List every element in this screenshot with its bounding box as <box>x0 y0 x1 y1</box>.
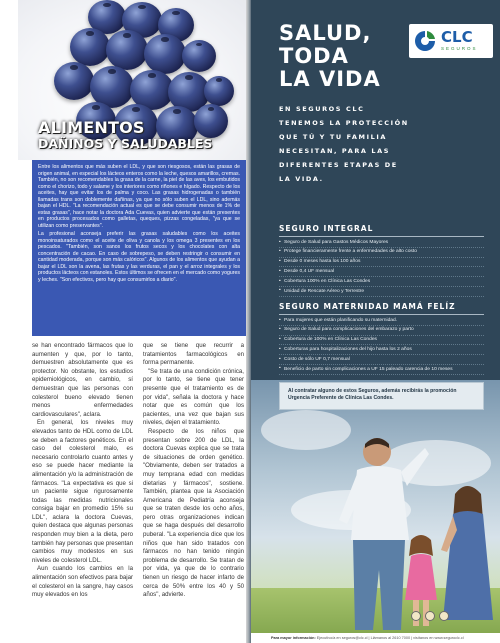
list-item: • Desde 0,4 UF mensual <box>279 267 484 277</box>
intro-line: EN SEGUROS CLC <box>279 105 365 113</box>
seal-icon <box>425 611 435 621</box>
intro-line: DIFERENTES ETAPAS DE <box>279 161 398 169</box>
list-item: • Seguro de Salud para Gastos Médicos Mayores <box>279 238 484 248</box>
logo-sub: SEGUROS <box>441 46 478 52</box>
list-item: • Cobertura 100% en Clínica Las Condes <box>279 277 484 287</box>
promo-note: Al contratar alguno de estos Seguros, además recibirás la promoción Urgencia Preferente de Clínica Las Condes. <box>279 382 484 410</box>
list-item: • Seguro de Salud para complicaciones del embarazo y parto <box>279 326 484 336</box>
list-item: • Cobertura de 100% en Clínica Las Condes <box>279 336 484 346</box>
logo-mark-icon <box>413 29 437 53</box>
logo-name: CLC <box>441 28 473 47</box>
column-1 <box>32 342 133 632</box>
article-title <box>38 120 228 160</box>
intro-line: TENEMOS LA PROTECCIÓN <box>279 119 409 127</box>
section-title-integral: SEGURO INTEGRAL <box>279 224 484 237</box>
list-item: • Costo de sólo UF 0,7 mensual <box>279 355 484 365</box>
title-line-1: ALIMENTOS <box>38 118 145 137</box>
box-paragraph: La profesional aconseja preferir las grasas saludables como los aceites monoinsaturados como el aceite de oliva y canola y los omega 3 presentes en los pescados. "También, son sanos los frutos secos y los chocolates con alta concentración de cacao. En caso de sobrepeso, se deben restringir o consumir en cantidad moderada, porque son más calóricos". Algunos de los alimentos que ayudan a bajar el LDL son la avena, las frutas y las verduras, el pan y el arroz integrales y los productos lácteos con estanoles. Estos últimos se ofrecen en el mercado como yogures y leches. "Son efectivos, pero hay que consumirlos a diario". <box>38 231 240 283</box>
clc-logo <box>409 24 493 58</box>
footer-text: Ejecutivo/a en seguros@clc.cl | Llámanos al 2610 7000 | visítanos en www.seguroclc.cl <box>316 636 464 640</box>
list-item: • Beneficio de parto sin complicaciones a UF 15 paleado carencia de 10 meses <box>279 365 484 375</box>
paragraph: se han encontrado fármacos que lo aumenten y que, por lo tanto, demuestren absolutamente que es protector. No obstante, los estudios epidemiológicos, en cambio, sí demuestran que las personas con colesterol bueno elevado tienen menos enfermedades cardiovasculares", aclara. <box>32 342 133 418</box>
mother-figure <box>437 480 497 630</box>
list-item: • Desde 0 meses hasta los 100 años <box>279 258 484 268</box>
list-item: • Para mujeres que están planificando su maternidad. <box>279 316 484 326</box>
seal-icon <box>439 611 449 621</box>
paragraph: que se tiene que recurrir a tratamientos farmacológicos en forma permanente. <box>143 342 244 367</box>
headline-line: SALUD, <box>279 21 372 45</box>
list-item: • Unidad de Rescate Aéreo y Terrestre <box>279 287 484 297</box>
paragraph: En general, los niveles muy elevados tanto de HDL como de LDL se deben a factores genéticos. En el caso del colesterol malo, es necesario controlarlo cuanto antes y eso se puede hacer mediante la alimentación y/o la administración de fármacos. "La expectativa es que si un paciente sigue rigurosamente todas las medidas nutricionales consiga bajar en promedio 15% su LDL", aclara la doctora Cuevas, quien destaca que algunas personas responden muy bien a la dieta, pero también hay personas que presentan cambios muy modestos en sus niveles de colesterol LDL. <box>32 419 133 564</box>
integral-list <box>279 238 484 297</box>
footer-label: Para mayor información: <box>271 636 316 640</box>
section-title-maternidad: SEGURO MATERNIDAD MAMÁ FELÍZ <box>279 302 484 315</box>
list-item: • Protege financieramente frente a enfermedades de alto costo <box>279 248 484 258</box>
family-photo <box>251 380 500 643</box>
paragraph: Respecto de los niños que presentan sobre 200 de LDL, la doctora Cuevas explica que se trata de situaciones de orden genético. "Obviamente, deben ser tratados a muy temprana edad con medidas dietarias y fármacos", sostiene. También, plantea que la Asociación Americana de Pediatría aconseja que se traten desde los ocho años, pero otras organizaciones indican que se haga después del desarrollo puberal. "La experiencia dice que los niños que han sido tratados con fármacos no han tenido ningún problema de desarrollo. Se tratan de por vida, ya que de lo contrario tienen un riesgo de hacer infarto de cerca de 50% entre los 40 y 50 años", advierte. <box>143 427 244 599</box>
article-body <box>32 342 244 632</box>
box-paragraph: Entre los alimentos que más suben el LDL, y que son riesgosos, están las grasas de origen animal, en especial los lácteos enteros como la leche, quesos amarillos, cremas. También, no son recomendables la grasa de la carne, la piel de las aves, los embutidos como el chorizo, todo y salame y los interiores como riñones e hígado. Respecto de los aceites, hay que evitar los de palma y coco. Las grasas hidrogenadas o también llamadas trans son doblemente dañinas, ya que no sólo suben el LDL, sino además bajan el HDL. "La recomendación actual es que se debe consumir menos de 1% de estas grasas", hace notar la doctora Ada Cuevas, quien advierte que están presentes en productos procesados como galletas, queques, pizzas congeladas, "ya que se utilizan como preservantes". <box>38 164 240 229</box>
intro-line: NECESITAN, PARA LAS <box>279 147 391 155</box>
certification-badges <box>411 611 449 621</box>
paragraph: Aun cuando los cambios en la alimentación son efectivos para bajar el colesterol en la sangre, hay casos muy elevados en los <box>32 565 133 599</box>
intro-line: LA VIDA. <box>279 175 324 183</box>
headline-line: TODA <box>279 44 349 68</box>
intro-line: QUE TÚ Y TU FAMILIA <box>279 133 388 141</box>
list-item: • Coberturas para hospitalizaciones del hijo hasta los 2 años <box>279 345 484 355</box>
ad-headline <box>279 22 429 91</box>
advertisement-page <box>251 0 500 643</box>
seal-icon <box>411 611 421 621</box>
sidebar-box <box>32 160 246 336</box>
left-page <box>0 0 248 643</box>
column-2 <box>143 342 244 632</box>
maternidad-list <box>279 316 484 375</box>
headline-line: LA VIDA <box>279 67 381 91</box>
ad-footer <box>251 633 500 643</box>
ad-intro <box>279 102 479 186</box>
title-line-2: DAÑINOS Y SALUDABLES <box>38 136 213 151</box>
paragraph: "Se trata de una condición crónica, por lo tanto, se tiene que tener presente que el tratamiento es de por vida", señala la doctora y hace notar que es común que los pacientes, una vez que bajan sus niveles, dejen el tratamiento. <box>143 367 244 427</box>
